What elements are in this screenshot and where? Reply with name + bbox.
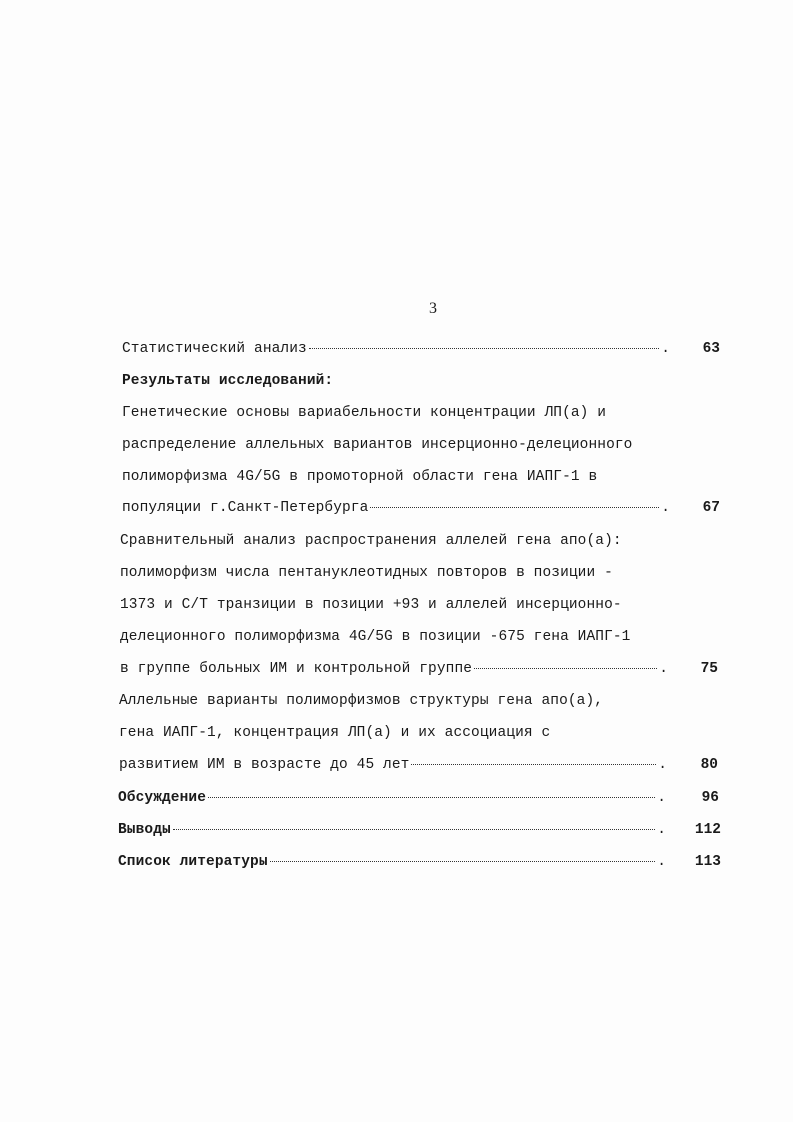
toc-entry-line: полиморфизм числа пентануклеотидных повторов в позиции - [120,565,613,581]
leader-end: . [659,661,668,677]
toc-entry-comparative-analysis [120,661,668,681]
toc-page-ref: 96 [701,790,719,806]
toc-entry-text: популяции г.Санкт-Петербурга [122,500,369,516]
toc-entry-conclusions [118,822,666,842]
dot-leader [474,667,657,669]
toc-entry-references [118,854,666,874]
toc-entry-text: Выводы [118,822,171,838]
toc-section-heading-results: Результаты исследований: [122,373,334,389]
toc-entry-line: Сравнительный анализ распространения аллелей гена апо(а): [120,533,622,549]
toc-page-ref: 75 [700,661,718,677]
leader-end: . [658,757,667,773]
dot-leader [309,347,659,349]
toc-entry-discussion [118,790,666,810]
toc-entry-line: полиморфизма 4G/5G в промоторной области гена ИАПГ-1 в [122,469,598,485]
page-number: 3 [429,300,437,317]
toc-page-ref: 80 [700,757,718,773]
toc-page-ref: 63 [702,341,720,357]
dot-leader [270,860,656,862]
dot-leader [370,506,659,508]
leader-end: . [657,822,666,838]
toc-entry-line: распределение аллельных вариантов инсерционно-делеционного [122,437,633,453]
leader-end: . [661,341,670,357]
leader-end: . [657,854,666,870]
toc-entry-line: Аллельные варианты полиморфизмов структуры гена апо(а), [119,693,604,709]
toc-entry-statistical-analysis [122,341,670,361]
toc-entry-population [122,500,670,520]
toc-entry-line: 1373 и C/T транзиции в позиции +93 и аллелей инсерционно- [120,597,622,613]
toc-entry-text: Список литературы [118,854,268,870]
leader-end: . [661,500,670,516]
toc-entry-line: делеционного полиморфизма 4G/5G в позиции -675 гена ИАПГ-1 [120,629,631,645]
toc-page-ref: 113 [694,854,721,870]
dot-leader [173,828,655,830]
toc-page-ref: 67 [702,500,720,516]
toc-entry-text: Статистический анализ [122,341,307,357]
toc-entry-text: в группе больных ИМ и контрольной группе [120,661,473,677]
toc-entry-allelic-variants [119,757,667,777]
toc-entry-line: Генетические основы вариабельности концентрации ЛП(а) и [122,405,607,421]
dot-leader [208,796,655,798]
toc-entry-text: развитием ИМ в возрасте до 45 лет [119,757,410,773]
dot-leader [411,763,656,765]
toc-page-ref: 112 [694,822,721,838]
leader-end: . [657,790,666,806]
toc-entry-text: Обсуждение [118,790,207,806]
toc-entry-line: гена ИАПГ-1, концентрация ЛП(а) и их ассоциация с [119,725,551,741]
